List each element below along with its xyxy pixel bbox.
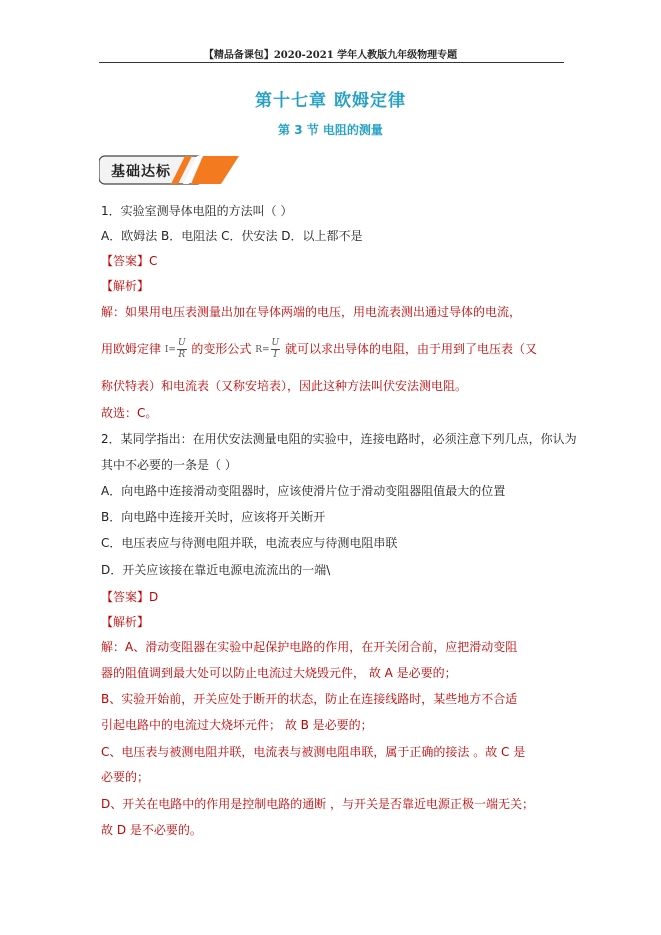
q2-analysis-line7: D、开关在电路中的作用是控制电路的通断 ，与开关是否靠近电源正极一端无关； <box>101 797 535 811</box>
chapter-title: 第十七章 欧姆定律 <box>255 91 406 111</box>
q1-analysis-line2-a: 用欧姆定律 <box>101 342 165 356</box>
q1-stem: 1．实验室测导体电阻的方法叫（ ） <box>101 204 293 218</box>
q1-analysis-line2 <box>101 336 537 362</box>
banner-label: 基础达标 <box>111 164 171 180</box>
q2-option-a: A．向电路中连接滑动变阻器时，应该使滑片位于滑动变阻器阻值最大的位置 <box>101 484 506 498</box>
page-header: 【精品备课包】2020-2021 学年人教版九年级物理专题 <box>203 50 458 61</box>
formula2-denominator: I <box>273 349 278 360</box>
q1-analysis-line2-c: 就可以求出导体的电阻，由于用到了电压表（又 <box>284 342 537 356</box>
q2-analysis-line3: B、实验开始前，开关应处于断开的状态，防止在连接线路时，某些地方不合适 <box>101 692 518 706</box>
section-title: 第 3 节 电阻的测量 <box>278 123 383 137</box>
q2-stem-line1: 2．某同学指出：在用伏安法测量电阻的实验中，连接电路时，必须注意下列几点，你认为 <box>101 432 577 446</box>
q1-analysis-label: 【解析】 <box>101 279 150 293</box>
resistance-formula <box>255 337 281 363</box>
q2-analysis-line8: 故 D 是不必要的。 <box>101 823 202 837</box>
q2-analysis-label: 【解析】 <box>101 615 150 629</box>
header-divider <box>99 62 564 63</box>
formula2-numerator: U <box>271 337 280 348</box>
q1-analysis-line3: 称伏特表）和电流表（又称安培表），因此这种方法叫伏安法测电阻。 <box>101 379 468 393</box>
formula1-numerator: U <box>177 337 186 348</box>
q2-option-d: D．开关应该接在靠近电源电流流出的一端\ <box>101 563 331 577</box>
formula2-lhs: R= <box>255 344 270 355</box>
q2-analysis-line1: 解：A、滑动变阻器在实验中起保护电路的作用，在开关闭合前，应把滑动变阻 <box>101 640 518 654</box>
q1-options: A．欧姆法 B．电阻法 C．伏安法 D．以上都不是 <box>101 229 363 243</box>
q2-option-c: C．电压表应与待测电阻并联，电流表应与待测电阻串联 <box>101 536 398 550</box>
q2-answer: 【答案】D <box>101 590 159 604</box>
q2-analysis-line5: C、电压表与被测电阻并联，电流表与被测电阻串联，属于正确的接法 。故 C 是 <box>101 745 526 759</box>
formula1-lhs: I= <box>164 344 176 355</box>
q2-option-b: B．向电路中连接开关时，应该将开关断开 <box>101 510 326 524</box>
formula1-fraction <box>177 338 187 361</box>
q2-analysis-line4: 引起电路中的电流过大烧坏元件； 故 B 是必要的； <box>101 718 373 732</box>
q1-analysis-line2-b: 的变形公式 <box>191 342 256 356</box>
q2-analysis-line6: 必要的； <box>101 770 150 784</box>
q1-analysis-line1: 解：如果用电压表测量出加在导体两端的电压，用电流表测出通过导体的电流， <box>101 305 522 319</box>
q1-answer: 【答案】C <box>101 254 158 268</box>
q2-stem-line2: 其中不必要的一条是（ ） <box>101 458 237 472</box>
section-banner <box>99 155 239 185</box>
formula1-denominator: R <box>178 349 186 360</box>
formula2-fraction <box>271 338 281 361</box>
q1-analysis-line4: 故选：C。 <box>101 406 158 420</box>
q2-analysis-line2: 器的阻值调到最大处可以防止电流过大烧毁元件， 故 A 是必要的； <box>101 666 457 680</box>
ohm-law-formula <box>165 337 188 363</box>
